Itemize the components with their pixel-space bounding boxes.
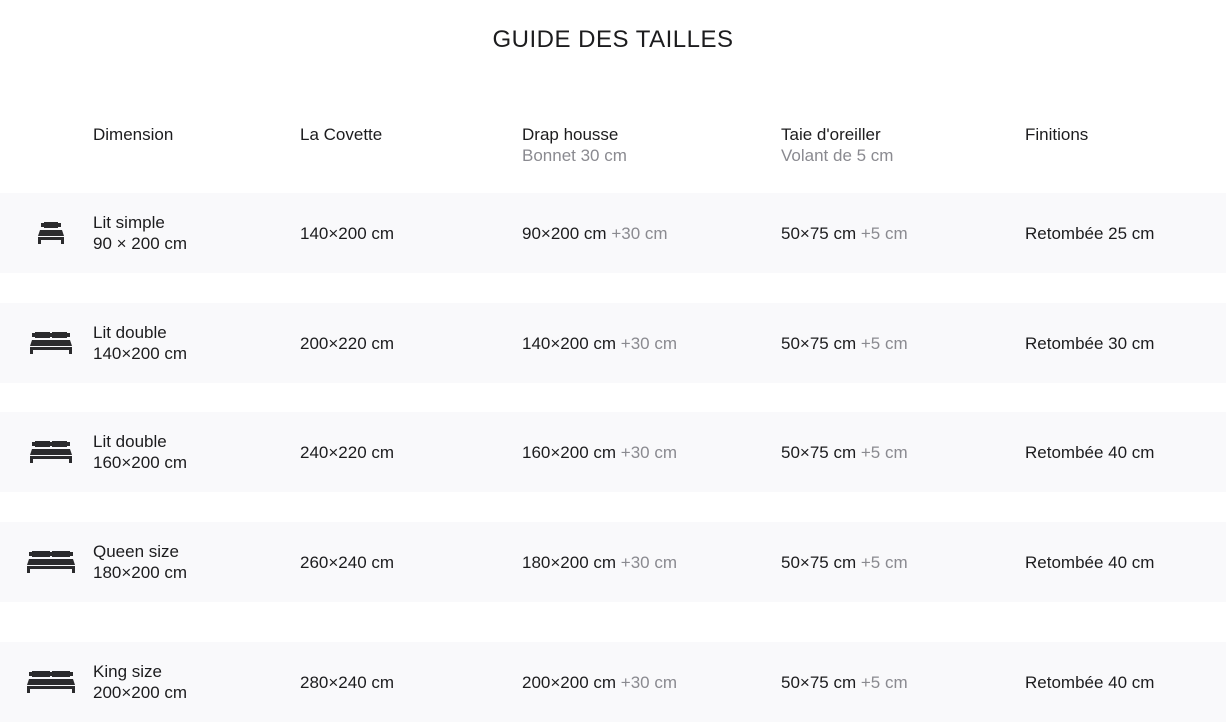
finition-cell — [1025, 412, 1154, 492]
finition-cell — [1025, 522, 1154, 602]
taie-extra: +5 cm — [860, 672, 908, 692]
table-row — [0, 303, 1226, 383]
header-finitions — [1025, 124, 1088, 145]
dimension-cell — [93, 303, 187, 383]
page-title: GUIDE DES TAILLES — [492, 26, 734, 53]
finition-value: Retombée 30 cm — [1025, 333, 1155, 353]
finition-value: Retombée 25 cm — [1025, 223, 1155, 243]
drap-extra: +30 cm — [620, 552, 678, 572]
covette-size: 280×240 cm — [300, 672, 395, 692]
taie-extra: +5 cm — [860, 333, 908, 353]
covette-size: 200×220 cm — [300, 333, 395, 353]
taie-cell — [781, 193, 908, 273]
dimension-cell — [93, 412, 187, 492]
covette-cell — [300, 303, 394, 383]
finition-value: Retombée 40 cm — [1025, 442, 1155, 462]
double-bed-icon — [20, 412, 82, 492]
covette-cell — [300, 522, 394, 602]
drap-size: 200×200 cm — [522, 672, 617, 692]
taie-cell — [781, 412, 908, 492]
finition-cell — [1025, 642, 1154, 722]
king-bed-icon — [20, 642, 82, 722]
drap-size: 180×200 cm — [522, 552, 617, 572]
drap-cell — [522, 642, 677, 722]
header-covette — [300, 124, 382, 145]
header-sub: Bonnet 30 cm — [522, 146, 627, 165]
drap-cell — [522, 303, 677, 383]
covette-size: 140×200 cm — [300, 223, 395, 243]
taie-cell — [781, 642, 908, 722]
double-bed-icon — [20, 303, 82, 383]
bed-name: Lit simple — [93, 213, 165, 232]
bed-name: Lit double — [93, 432, 167, 451]
drap-size: 140×200 cm — [522, 333, 617, 353]
header-label: Dimension — [93, 125, 174, 144]
bed-name: Queen size — [93, 542, 179, 561]
drap-extra: +30 cm — [611, 223, 668, 243]
bed-size: 140×200 cm — [93, 344, 188, 363]
covette-cell — [300, 193, 394, 273]
covette-size: 240×220 cm — [300, 442, 395, 462]
table-row — [0, 412, 1226, 492]
table-row — [0, 522, 1226, 602]
drap-cell — [522, 522, 677, 602]
taie-cell — [781, 303, 908, 383]
drap-cell — [522, 193, 668, 273]
finition-value: Retombée 40 cm — [1025, 552, 1155, 572]
header-drap — [522, 124, 627, 166]
single-bed-icon — [20, 193, 82, 273]
covette-size: 260×240 cm — [300, 552, 395, 572]
drap-extra: +30 cm — [620, 333, 678, 353]
header-label: La Covette — [300, 125, 383, 144]
covette-cell — [300, 642, 394, 722]
header-label: Taie d'oreiller — [781, 125, 881, 144]
dimension-cell — [93, 642, 187, 722]
header-label: Finitions — [1025, 125, 1089, 144]
taie-size: 50×75 cm — [781, 552, 857, 572]
covette-cell — [300, 412, 394, 492]
taie-size: 50×75 cm — [781, 223, 857, 243]
taie-size: 50×75 cm — [781, 672, 857, 692]
header-sub: Volant de 5 cm — [781, 146, 894, 165]
drap-extra: +30 cm — [620, 672, 678, 692]
taie-cell — [781, 522, 908, 602]
dimension-cell — [93, 522, 187, 602]
drap-extra: +30 cm — [620, 442, 678, 462]
finition-cell — [1025, 303, 1154, 383]
bed-name: Lit double — [93, 323, 167, 342]
bed-size: 160×200 cm — [93, 453, 188, 472]
header-taie — [781, 124, 893, 166]
bed-size: 180×200 cm — [93, 563, 188, 582]
table-row — [0, 642, 1226, 722]
header-dimension — [93, 124, 173, 145]
taie-size: 50×75 cm — [781, 333, 857, 353]
bed-name: King size — [93, 662, 162, 681]
drap-size: 90×200 cm — [522, 223, 607, 243]
queen-bed-icon — [20, 522, 82, 602]
bed-size: 90 × 200 cm — [93, 234, 188, 253]
drap-cell — [522, 412, 677, 492]
taie-extra: +5 cm — [860, 442, 908, 462]
bed-size: 200×200 cm — [93, 683, 188, 702]
finition-cell — [1025, 193, 1154, 273]
finition-value: Retombée 40 cm — [1025, 672, 1155, 692]
header-label: Drap housse — [522, 125, 619, 144]
dimension-cell — [93, 193, 187, 273]
taie-extra: +5 cm — [860, 223, 908, 243]
taie-size: 50×75 cm — [781, 442, 857, 462]
taie-extra: +5 cm — [860, 552, 908, 572]
table-row — [0, 193, 1226, 273]
drap-size: 160×200 cm — [522, 442, 617, 462]
